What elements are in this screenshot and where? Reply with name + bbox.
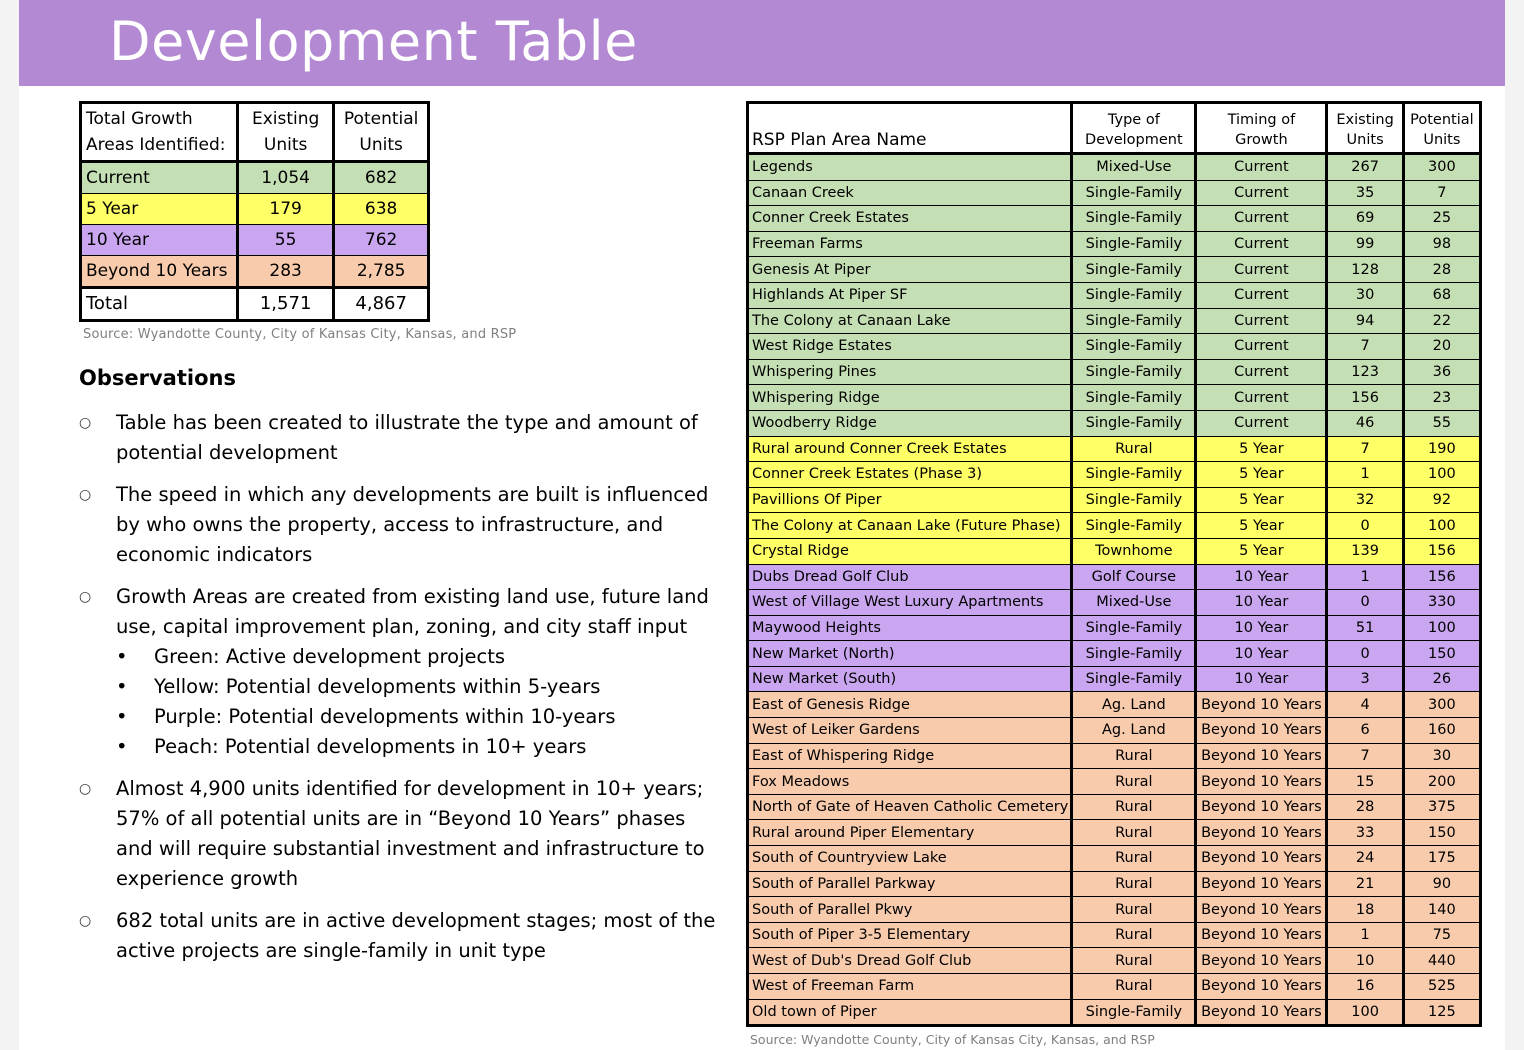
cell-type-of-development: Single-Family [1072, 257, 1196, 283]
cell-potential-units: 175 [1403, 846, 1480, 872]
cell-timing-of-growth: 10 Year [1196, 590, 1327, 616]
cell-plan-area-name: Fox Meadows [748, 769, 1072, 795]
cell-timing-of-growth: Beyond 10 Years [1196, 743, 1327, 769]
table-row [748, 308, 1481, 334]
cell-timing-of-growth: Current [1196, 257, 1327, 283]
cell-existing-units: 69 [1327, 206, 1403, 232]
table-row [748, 974, 1481, 1000]
observation-subitem-text: Peach: Potential developments in 10+ years [154, 735, 587, 758]
cell-potential-units: 100 [1403, 462, 1480, 488]
cell-type-of-development: Single-Family [1072, 206, 1196, 232]
cell-plan-area-name: West of Village West Luxury Apartments [748, 590, 1072, 616]
cell-timing-of-growth: 5 Year [1196, 436, 1327, 462]
table-row [748, 743, 1481, 769]
cell-existing-units: 6 [1327, 718, 1403, 744]
header-potential-units: Potential Units [1403, 103, 1480, 154]
cell-potential-units: 330 [1403, 590, 1480, 616]
cell-timing-of-growth: 10 Year [1196, 564, 1327, 590]
cell-plan-area-name: The Colony at Canaan Lake [748, 308, 1072, 334]
circle-bullet-icon: ○ [79, 487, 92, 503]
dot-bullet-icon: • [116, 705, 128, 728]
cell-existing-units: 10 [1327, 948, 1403, 974]
cell-type-of-development: Rural [1072, 974, 1196, 1000]
cell-plan-area-name: Conner Creek Estates [748, 206, 1072, 232]
cell-existing-units: 128 [1327, 257, 1403, 283]
cell-plan-area-name: New Market (South) [748, 666, 1072, 692]
cell-plan-area-name: West of Dub's Dread Golf Club [748, 948, 1072, 974]
cell-existing-units: 94 [1327, 308, 1403, 334]
development-header-row [748, 103, 1481, 154]
cell-timing-of-growth: Beyond 10 Years [1196, 820, 1327, 846]
cell-potential-units: 156 [1403, 564, 1480, 590]
cell-plan-area-name: Whispering Pines [748, 359, 1072, 385]
cell-existing-units: 33 [1327, 820, 1403, 846]
observation-subitem [116, 642, 719, 672]
cell-plan-area-name: West of Leiker Gardens [748, 718, 1072, 744]
summary-header-potential: Potential Units [334, 103, 429, 162]
cell-timing-of-growth: Beyond 10 Years [1196, 846, 1327, 872]
cell-existing-units: 139 [1327, 538, 1403, 564]
table-row [748, 513, 1481, 539]
cell-existing-units: 0 [1327, 513, 1403, 539]
cell-timing-of-growth: Beyond 10 Years [1196, 922, 1327, 948]
summary-cell-potential: 638 [334, 194, 429, 225]
cell-potential-units: 68 [1403, 282, 1480, 308]
table-row [748, 590, 1481, 616]
observations-list [79, 408, 719, 978]
summary-row [81, 225, 429, 256]
summary-row [81, 194, 429, 225]
cell-plan-area-name: Dubs Dread Golf Club [748, 564, 1072, 590]
cell-timing-of-growth: Beyond 10 Years [1196, 769, 1327, 795]
circle-bullet-icon: ○ [79, 781, 92, 797]
cell-potential-units: 190 [1403, 436, 1480, 462]
cell-plan-area-name: Pavillions Of Piper [748, 487, 1072, 513]
cell-timing-of-growth: 5 Year [1196, 462, 1327, 488]
cell-potential-units: 7 [1403, 180, 1480, 206]
observation-text: 682 total units are in active development stages; most of the active projects are single-family in unit type [116, 909, 716, 962]
observation-text: Almost 4,900 units identified for development in 10+ years; 57% of all potential units are in “Beyond 10 Years” phases and will require substantial investment and infrastructure to experience growth [116, 777, 705, 890]
cell-timing-of-growth: Current [1196, 385, 1327, 411]
cell-type-of-development: Rural [1072, 436, 1196, 462]
observation-subitem-text: Yellow: Potential developments within 5-years [154, 675, 601, 698]
table-row [748, 922, 1481, 948]
summary-cell-existing: 1,054 [237, 162, 333, 194]
cell-potential-units: 20 [1403, 334, 1480, 360]
observation-subitem-text: Purple: Potential developments within 10-years [154, 705, 616, 728]
cell-potential-units: 375 [1403, 794, 1480, 820]
cell-potential-units: 525 [1403, 974, 1480, 1000]
table-row [748, 487, 1481, 513]
cell-plan-area-name: East of Genesis Ridge [748, 692, 1072, 718]
cell-existing-units: 28 [1327, 794, 1403, 820]
cell-existing-units: 7 [1327, 743, 1403, 769]
cell-potential-units: 30 [1403, 743, 1480, 769]
cell-existing-units: 46 [1327, 410, 1403, 436]
table-row [748, 999, 1481, 1026]
cell-type-of-development: Single-Family [1072, 641, 1196, 667]
cell-existing-units: 24 [1327, 846, 1403, 872]
table-row [748, 282, 1481, 308]
summary-cell-label: 5 Year [81, 194, 238, 225]
table-row [748, 666, 1481, 692]
cell-existing-units: 1 [1327, 922, 1403, 948]
cell-potential-units: 23 [1403, 385, 1480, 411]
cell-existing-units: 18 [1327, 897, 1403, 923]
cell-type-of-development: Rural [1072, 743, 1196, 769]
summary-cell-potential: 2,785 [334, 256, 429, 288]
cell-existing-units: 3 [1327, 666, 1403, 692]
cell-plan-area-name: Crystal Ridge [748, 538, 1072, 564]
cell-existing-units: 32 [1327, 487, 1403, 513]
cell-potential-units: 26 [1403, 666, 1480, 692]
observation-text: Growth Areas are created from existing land use, future land use, capital improvement plan, zoning, and city staff input [116, 585, 709, 638]
cell-existing-units: 0 [1327, 641, 1403, 667]
cell-type-of-development: Single-Family [1072, 282, 1196, 308]
cell-existing-units: 4 [1327, 692, 1403, 718]
observation-text: Table has been created to illustrate the type and amount of potential development [116, 411, 698, 464]
cell-type-of-development: Mixed-Use [1072, 590, 1196, 616]
cell-potential-units: 75 [1403, 922, 1480, 948]
cell-type-of-development: Single-Family [1072, 359, 1196, 385]
table-row [748, 538, 1481, 564]
cell-type-of-development: Single-Family [1072, 513, 1196, 539]
observation-sublist [116, 642, 719, 762]
cell-timing-of-growth: Beyond 10 Years [1196, 897, 1327, 923]
summary-source: Source: Wyandotte County, City of Kansas City, Kansas, and RSP [83, 327, 517, 342]
observation-item [79, 480, 719, 570]
cell-timing-of-growth: Beyond 10 Years [1196, 948, 1327, 974]
cell-existing-units: 0 [1327, 590, 1403, 616]
summary-row [81, 162, 429, 194]
cell-existing-units: 15 [1327, 769, 1403, 795]
cell-existing-units: 35 [1327, 180, 1403, 206]
cell-existing-units: 267 [1327, 154, 1403, 181]
cell-type-of-development: Single-Family [1072, 462, 1196, 488]
observation-item [79, 774, 719, 894]
summary-cell-label: Beyond 10 Years [81, 256, 238, 288]
summary-cell-label: 10 Year [81, 225, 238, 256]
cell-plan-area-name: Genesis At Piper [748, 257, 1072, 283]
cell-potential-units: 125 [1403, 999, 1480, 1026]
circle-bullet-icon: ○ [79, 415, 92, 431]
summary-total-existing: 1,571 [237, 288, 333, 321]
observation-text: The speed in which any developments are built is influenced by who owns the property, access to infrastructure, and economic indicators [116, 483, 709, 566]
cell-timing-of-growth: Beyond 10 Years [1196, 794, 1327, 820]
table-row [748, 334, 1481, 360]
cell-existing-units: 100 [1327, 999, 1403, 1026]
table-row [748, 436, 1481, 462]
table-row [748, 385, 1481, 411]
summary-cell-existing: 283 [237, 256, 333, 288]
cell-type-of-development: Rural [1072, 922, 1196, 948]
cell-potential-units: 300 [1403, 154, 1480, 181]
page-title: Development Table [109, 10, 638, 73]
observation-item [79, 408, 719, 468]
development-source: Source: Wyandotte County, City of Kansas City, Kansas, and RSP [750, 1032, 1155, 1047]
cell-type-of-development: Rural [1072, 769, 1196, 795]
table-row [748, 231, 1481, 257]
dot-bullet-icon: • [116, 645, 128, 668]
observations-title: Observations [79, 366, 236, 390]
cell-existing-units: 51 [1327, 615, 1403, 641]
cell-existing-units: 21 [1327, 871, 1403, 897]
cell-plan-area-name: Freeman Farms [748, 231, 1072, 257]
cell-timing-of-growth: Current [1196, 154, 1327, 181]
cell-plan-area-name: Woodberry Ridge [748, 410, 1072, 436]
cell-potential-units: 140 [1403, 897, 1480, 923]
cell-timing-of-growth: Beyond 10 Years [1196, 974, 1327, 1000]
observation-subitem [116, 672, 719, 702]
cell-type-of-development: Rural [1072, 846, 1196, 872]
cell-type-of-development: Ag. Land [1072, 692, 1196, 718]
table-row [748, 359, 1481, 385]
cell-type-of-development: Single-Family [1072, 615, 1196, 641]
cell-plan-area-name: North of Gate of Heaven Catholic Cemetery [748, 794, 1072, 820]
cell-timing-of-growth: 10 Year [1196, 666, 1327, 692]
cell-potential-units: 22 [1403, 308, 1480, 334]
cell-type-of-development: Rural [1072, 948, 1196, 974]
cell-existing-units: 99 [1327, 231, 1403, 257]
cell-plan-area-name: Legends [748, 154, 1072, 181]
cell-type-of-development: Single-Family [1072, 231, 1196, 257]
cell-type-of-development: Rural [1072, 871, 1196, 897]
cell-timing-of-growth: Current [1196, 308, 1327, 334]
cell-plan-area-name: South of Parallel Parkway [748, 871, 1072, 897]
cell-timing-of-growth: Current [1196, 282, 1327, 308]
cell-timing-of-growth: Beyond 10 Years [1196, 692, 1327, 718]
cell-potential-units: 92 [1403, 487, 1480, 513]
cell-type-of-development: Single-Family [1072, 487, 1196, 513]
cell-type-of-development: Single-Family [1072, 666, 1196, 692]
cell-type-of-development: Rural [1072, 897, 1196, 923]
table-row [748, 871, 1481, 897]
cell-existing-units: 7 [1327, 436, 1403, 462]
summary-cell-label: Current [81, 162, 238, 194]
cell-timing-of-growth: 10 Year [1196, 615, 1327, 641]
cell-plan-area-name: Rural around Conner Creek Estates [748, 436, 1072, 462]
slide [19, 0, 1505, 1050]
cell-plan-area-name: Rural around Piper Elementary [748, 820, 1072, 846]
header-plan-area-name: RSP Plan Area Name [748, 103, 1072, 154]
table-row [748, 615, 1481, 641]
summary-cell-potential: 682 [334, 162, 429, 194]
cell-type-of-development: Mixed-Use [1072, 154, 1196, 181]
cell-type-of-development: Single-Family [1072, 385, 1196, 411]
cell-plan-area-name: The Colony at Canaan Lake (Future Phase) [748, 513, 1072, 539]
cell-plan-area-name: Whispering Ridge [748, 385, 1072, 411]
cell-plan-area-name: Old town of Piper [748, 999, 1072, 1026]
cell-existing-units: 156 [1327, 385, 1403, 411]
cell-existing-units: 7 [1327, 334, 1403, 360]
cell-plan-area-name: New Market (North) [748, 641, 1072, 667]
cell-plan-area-name: South of Countryview Lake [748, 846, 1072, 872]
cell-timing-of-growth: Current [1196, 180, 1327, 206]
observation-item [79, 582, 719, 762]
table-row [748, 564, 1481, 590]
cell-plan-area-name: Maywood Heights [748, 615, 1072, 641]
table-row [748, 462, 1481, 488]
cell-timing-of-growth: 5 Year [1196, 487, 1327, 513]
cell-potential-units: 300 [1403, 692, 1480, 718]
cell-plan-area-name: South of Piper 3-5 Elementary [748, 922, 1072, 948]
table-row [748, 897, 1481, 923]
cell-potential-units: 100 [1403, 513, 1480, 539]
title-bar [19, 0, 1505, 86]
cell-existing-units: 16 [1327, 974, 1403, 1000]
cell-plan-area-name: East of Whispering Ridge [748, 743, 1072, 769]
cell-potential-units: 98 [1403, 231, 1480, 257]
cell-timing-of-growth: Current [1196, 410, 1327, 436]
circle-bullet-icon: ○ [79, 913, 92, 929]
summary-header-existing: Existing Units [237, 103, 333, 162]
cell-potential-units: 440 [1403, 948, 1480, 974]
cell-plan-area-name: Highlands At Piper SF [748, 282, 1072, 308]
observation-subitem [116, 732, 719, 762]
summary-row [81, 256, 429, 288]
cell-type-of-development: Single-Family [1072, 410, 1196, 436]
cell-plan-area-name: West Ridge Estates [748, 334, 1072, 360]
cell-timing-of-growth: Beyond 10 Years [1196, 999, 1327, 1026]
cell-type-of-development: Rural [1072, 820, 1196, 846]
table-row [748, 257, 1481, 283]
table-row [748, 206, 1481, 232]
observation-item [79, 906, 719, 966]
summary-cell-existing: 179 [237, 194, 333, 225]
cell-timing-of-growth: Current [1196, 359, 1327, 385]
cell-plan-area-name: West of Freeman Farm [748, 974, 1072, 1000]
table-row [748, 948, 1481, 974]
cell-type-of-development: Rural [1072, 794, 1196, 820]
summary-total-label: Total [81, 288, 238, 321]
cell-timing-of-growth: Beyond 10 Years [1196, 718, 1327, 744]
cell-potential-units: 200 [1403, 769, 1480, 795]
cell-type-of-development: Townhome [1072, 538, 1196, 564]
cell-potential-units: 55 [1403, 410, 1480, 436]
cell-plan-area-name: South of Parallel Pkwy [748, 897, 1072, 923]
cell-potential-units: 90 [1403, 871, 1480, 897]
cell-existing-units: 30 [1327, 282, 1403, 308]
cell-timing-of-growth: Current [1196, 206, 1327, 232]
cell-timing-of-growth: 5 Year [1196, 513, 1327, 539]
cell-potential-units: 156 [1403, 538, 1480, 564]
cell-existing-units: 1 [1327, 462, 1403, 488]
summary-total-row [81, 288, 429, 321]
cell-type-of-development: Single-Family [1072, 334, 1196, 360]
table-row [748, 769, 1481, 795]
cell-existing-units: 123 [1327, 359, 1403, 385]
cell-timing-of-growth: Current [1196, 334, 1327, 360]
cell-plan-area-name: Canaan Creek [748, 180, 1072, 206]
summary-cell-existing: 55 [237, 225, 333, 256]
cell-timing-of-growth: Beyond 10 Years [1196, 871, 1327, 897]
summary-header-row [81, 103, 429, 162]
cell-potential-units: 150 [1403, 641, 1480, 667]
header-timing-of-growth: Timing of Growth [1196, 103, 1327, 154]
observation-subitem-text: Green: Active development projects [154, 645, 506, 668]
cell-timing-of-growth: Current [1196, 231, 1327, 257]
cell-potential-units: 150 [1403, 820, 1480, 846]
cell-type-of-development: Golf Course [1072, 564, 1196, 590]
summary-table [79, 101, 430, 322]
cell-type-of-development: Single-Family [1072, 180, 1196, 206]
table-row [748, 794, 1481, 820]
table-row [748, 718, 1481, 744]
cell-potential-units: 100 [1403, 615, 1480, 641]
dot-bullet-icon: • [116, 675, 128, 698]
cell-type-of-development: Ag. Land [1072, 718, 1196, 744]
table-row [748, 180, 1481, 206]
cell-potential-units: 160 [1403, 718, 1480, 744]
circle-bullet-icon: ○ [79, 589, 92, 605]
table-row [748, 692, 1481, 718]
cell-timing-of-growth: 10 Year [1196, 641, 1327, 667]
table-row [748, 820, 1481, 846]
cell-timing-of-growth: 5 Year [1196, 538, 1327, 564]
cell-potential-units: 25 [1403, 206, 1480, 232]
header-type-of-development: Type of Development [1072, 103, 1196, 154]
cell-type-of-development: Single-Family [1072, 308, 1196, 334]
observation-subitem [116, 702, 719, 732]
table-row [748, 410, 1481, 436]
dot-bullet-icon: • [116, 735, 128, 758]
summary-total-potential: 4,867 [334, 288, 429, 321]
cell-potential-units: 28 [1403, 257, 1480, 283]
cell-potential-units: 36 [1403, 359, 1480, 385]
cell-plan-area-name: Conner Creek Estates (Phase 3) [748, 462, 1072, 488]
header-existing-units: Existing Units [1327, 103, 1403, 154]
table-row [748, 154, 1481, 181]
table-row [748, 846, 1481, 872]
cell-existing-units: 1 [1327, 564, 1403, 590]
summary-header-area: Total Growth Areas Identified: [81, 103, 238, 162]
cell-type-of-development: Single-Family [1072, 999, 1196, 1026]
summary-cell-potential: 762 [334, 225, 429, 256]
development-table [746, 101, 1482, 1027]
table-row [748, 641, 1481, 667]
